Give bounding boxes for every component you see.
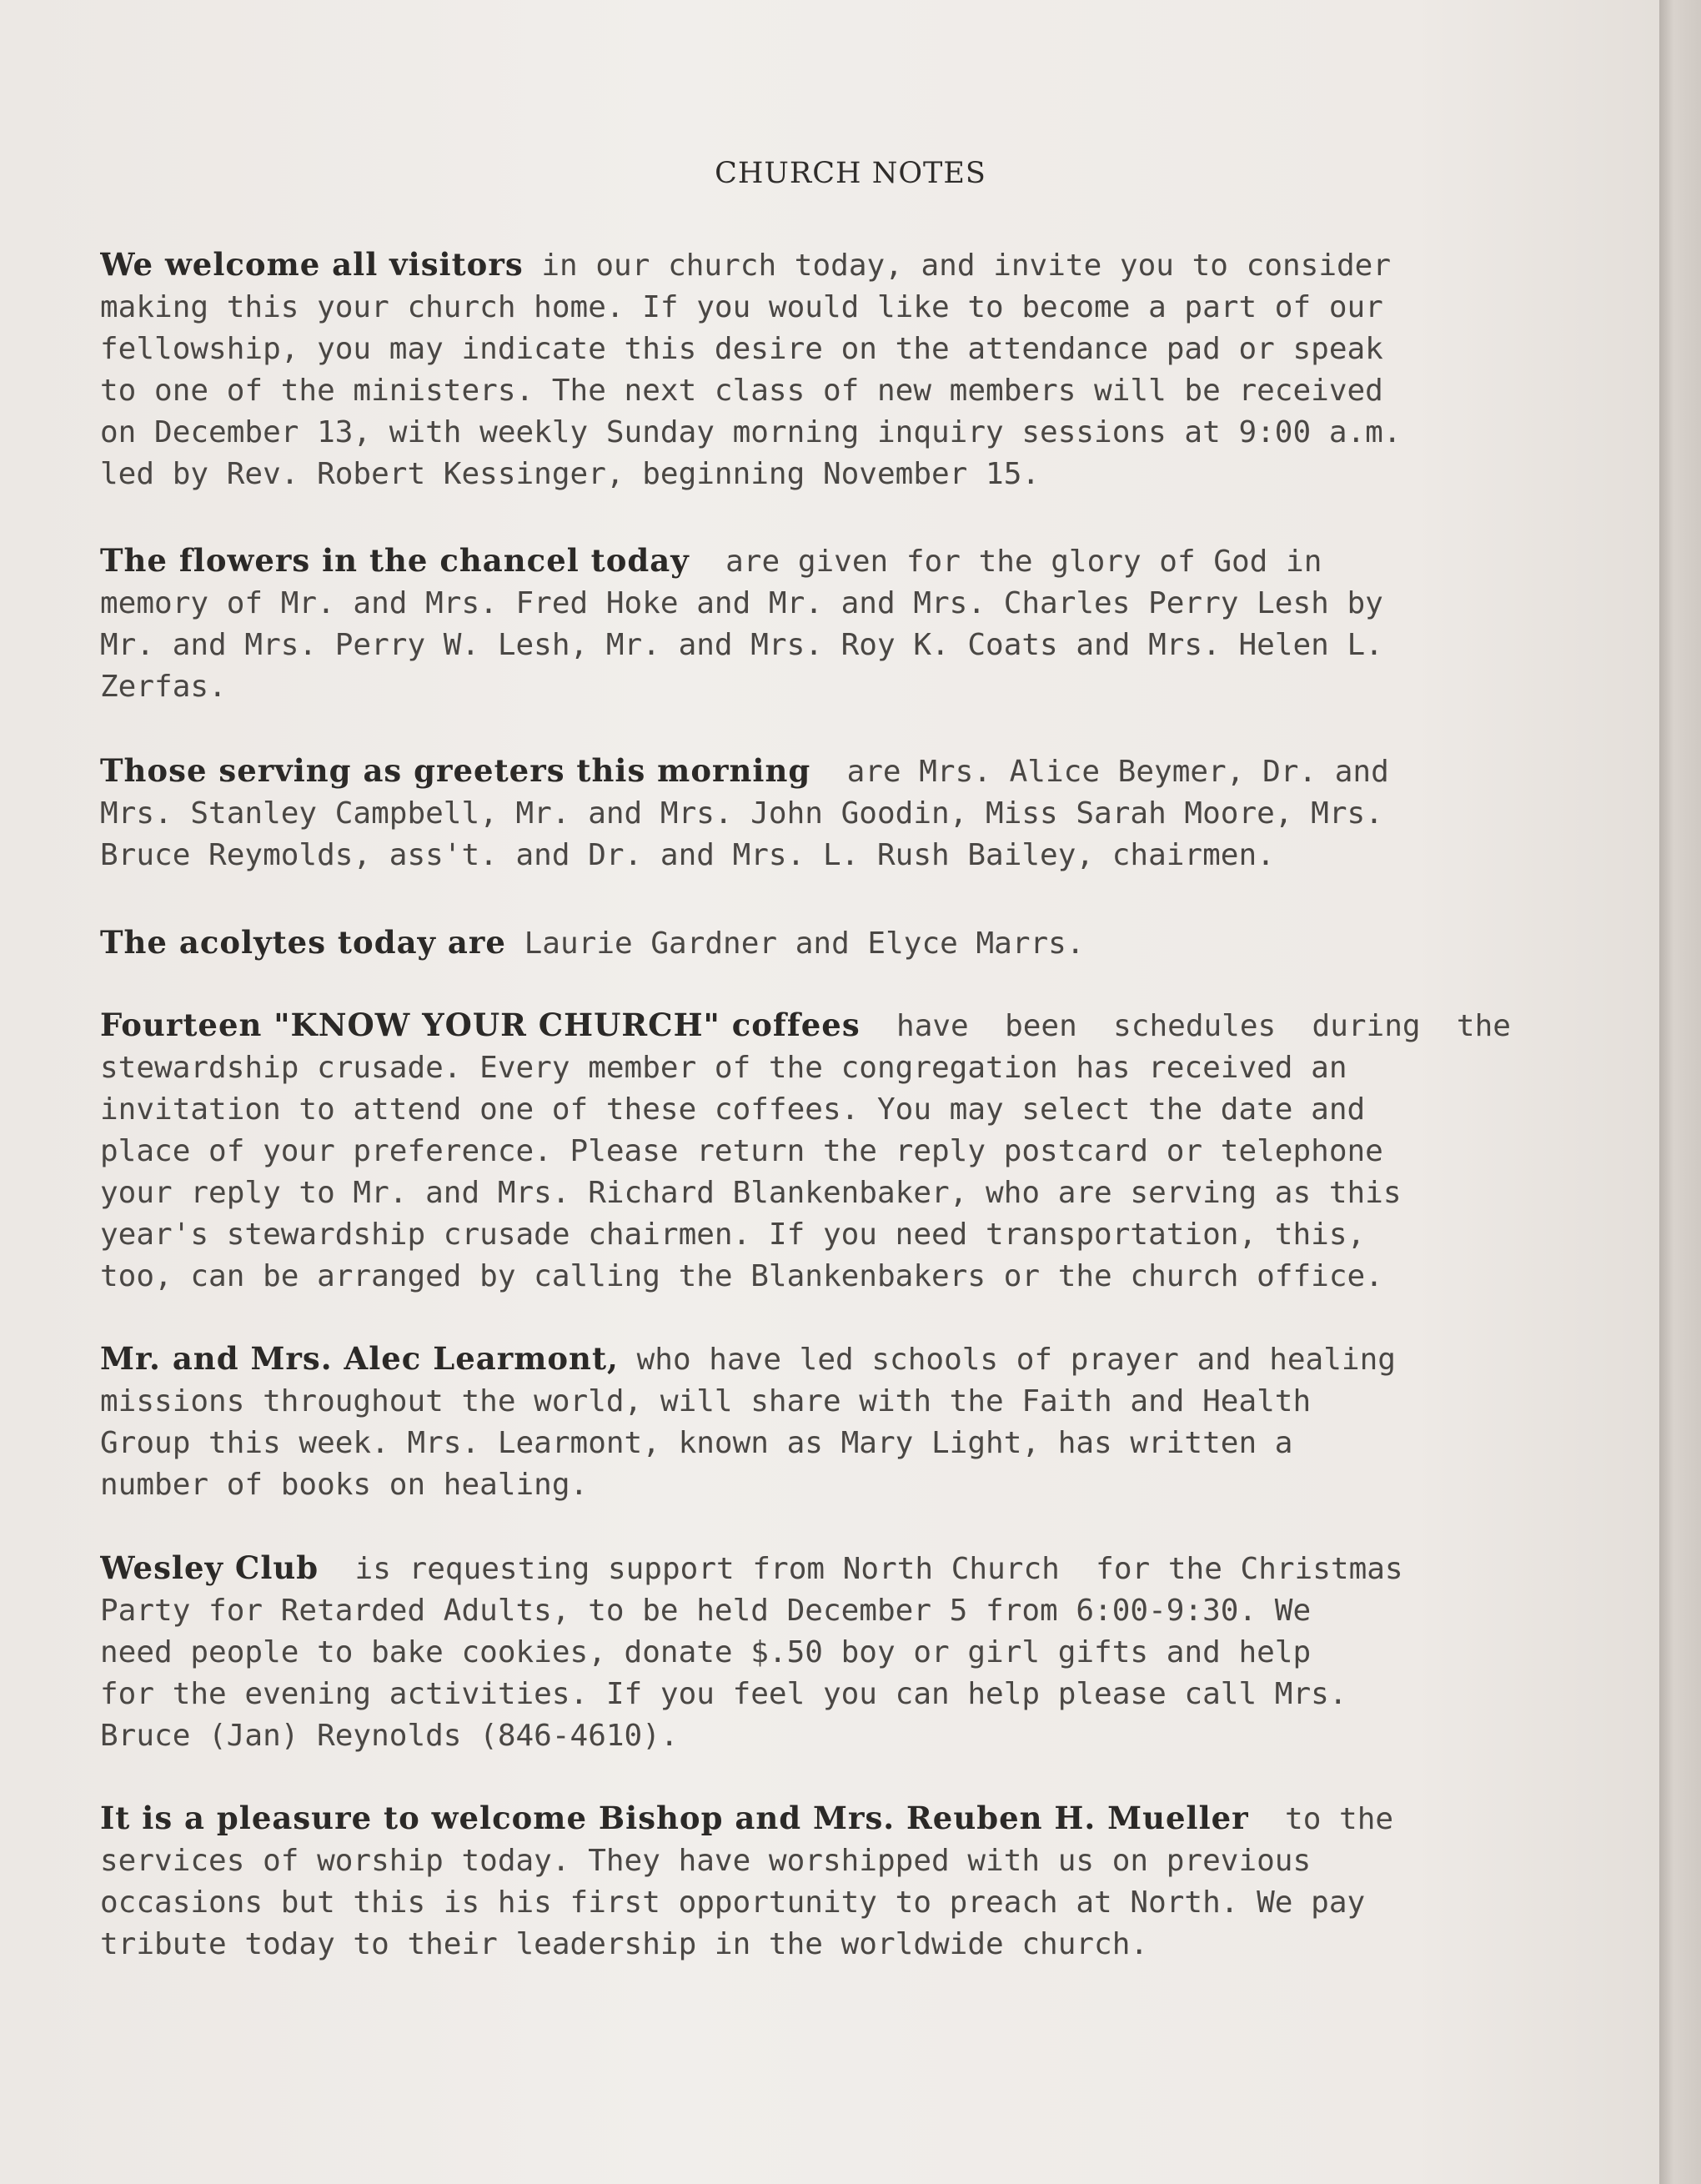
- paragraph-lead: We welcome all visitors: [100, 246, 524, 283]
- paragraph-coffees: [100, 1004, 1601, 1298]
- paragraph-line: place of your preference. Please return the reply postcard or telephone: [100, 1134, 1383, 1168]
- paragraph-bishop-welcome: [100, 1797, 1601, 1966]
- paragraph-line: number of books on healing.: [100, 1468, 589, 1502]
- paragraph-line: your reply to Mr. and Mrs. Richard Blankenbaker, who are serving as this: [100, 1176, 1402, 1210]
- paragraph-visitors: [100, 244, 1601, 495]
- paragraph-lead: The acolytes today are: [100, 924, 506, 961]
- paragraph-line: to the: [1248, 1802, 1394, 1836]
- paragraph-lead: It is a pleasure to welcome Bishop and Mrs. Reuben H. Mueller: [100, 1800, 1249, 1836]
- paragraph-line: Party for Retarded Adults, to be held December 5 from 6:00-9:30. We: [100, 1594, 1312, 1628]
- paragraph-line: invitation to attend one of these coffees. You may select the date and: [100, 1092, 1366, 1127]
- paragraph-line: on December 13, with weekly Sunday morning inquiry sessions at 9:00 a.m.: [100, 415, 1402, 449]
- paragraph-line: in our church today, and invite you to consider: [523, 249, 1392, 283]
- paragraph-line: Bruce Reymolds, ass't. and Dr. and Mrs. L. Rush Bailey, chairmen.: [100, 838, 1275, 872]
- paragraph-line: to one of the ministers. The next class of new members will be received: [100, 374, 1383, 408]
- paragraph-learmont: [100, 1338, 1601, 1506]
- paragraph-line: too, can be arranged by calling the Blankenbakers or the church office.: [100, 1259, 1383, 1293]
- page-title: CHURCH NOTES: [715, 157, 986, 190]
- paragraph-acolytes: [100, 921, 1601, 965]
- paragraph-line: who have led schools of prayer and healing: [618, 1343, 1396, 1377]
- paragraph-line: are given for the glory of God in: [689, 545, 1322, 579]
- paragraph-line: Laurie Gardner and Elyce Marrs.: [505, 926, 1085, 961]
- paragraph-line: year's stewardship crusade chairmen. If you need transportation, this,: [100, 1218, 1366, 1252]
- paragraph-lead: Mr. and Mrs. Alec Learmont,: [100, 1340, 619, 1377]
- paragraph-flowers: [100, 540, 1601, 708]
- paragraph-line: services of worship today. They have worshipped with us on previous: [100, 1844, 1312, 1878]
- paragraph-line: Group this week. Mrs. Learmont, known as Mary Light, has written a: [100, 1426, 1293, 1460]
- paragraph-line: Zerfas.: [100, 670, 227, 704]
- paragraph-line: memory of Mr. and Mrs. Fred Hoke and Mr. and Mrs. Charles Perry Lesh by: [100, 586, 1383, 620]
- paragraph-line: occasions but this is his first opportunity to preach at North. We pay: [100, 1885, 1366, 1920]
- paragraph-lead: Fourteen "KNOW YOUR CHURCH" coffees: [100, 1007, 861, 1043]
- paragraph-line: led by Rev. Robert Kessinger, beginning November 15.: [100, 457, 1041, 491]
- paragraph-line: making this your church home. If you would like to become a part of our: [100, 290, 1383, 324]
- paragraph-line: need people to bake cookies, donate $.50 boy or girl gifts and help: [100, 1635, 1312, 1669]
- paragraph-line: is requesting support from North Church for the Christmas: [319, 1552, 1403, 1586]
- paragraph-line: have been schedules during the: [860, 1009, 1511, 1043]
- page-edge: [1659, 0, 1701, 2184]
- paragraph-lead: The flowers in the chancel today: [100, 542, 690, 579]
- paragraph-greeters: [100, 750, 1601, 876]
- paragraph-line: stewardship crusade. Every member of the congregation has received an: [100, 1051, 1347, 1085]
- paragraph-line: missions throughout the world, will share with the Faith and Health: [100, 1384, 1312, 1418]
- paragraph-line: fellowship, you may indicate this desire on the attendance pad or speak: [100, 332, 1383, 366]
- paragraph-lead: Wesley Club: [100, 1549, 319, 1586]
- paragraph-line: Mr. and Mrs. Perry W. Lesh, Mr. and Mrs. Roy K. Coats and Mrs. Helen L.: [100, 628, 1383, 662]
- paragraph-line: Mrs. Stanley Campbell, Mr. and Mrs. John Goodin, Miss Sarah Moore, Mrs.: [100, 796, 1383, 831]
- paragraph-lead: Those serving as greeters this morning: [100, 752, 811, 789]
- paragraph-wesley-club: [100, 1547, 1601, 1757]
- paragraph-line: for the evening activities. If you feel you can help please call Mrs.: [100, 1677, 1347, 1711]
- paragraph-line: tribute today to their leadership in the worldwide church.: [100, 1927, 1149, 1961]
- paragraph-line: Bruce (Jan) Reynolds (846-4610).: [100, 1719, 679, 1753]
- paragraph-line: are Mrs. Alice Beymer, Dr. and: [810, 755, 1389, 789]
